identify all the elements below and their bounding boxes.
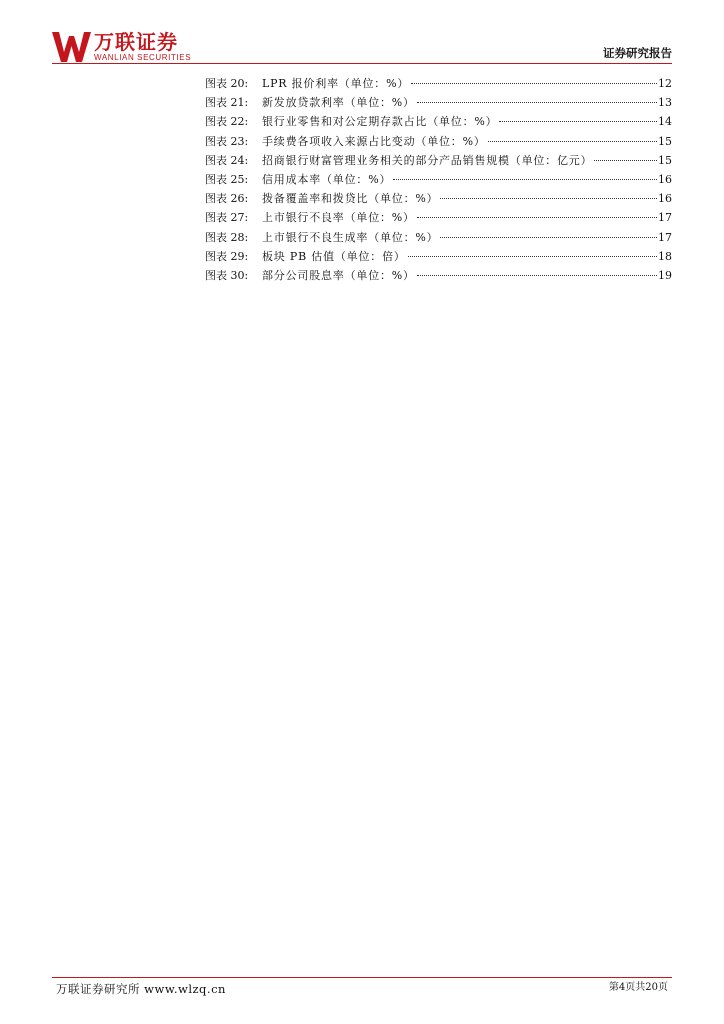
toc-figure-title[interactable]: 银行业零售和对公定期存款占比（单位：%） — [262, 115, 498, 129]
toc-figure-title[interactable]: 上市银行不良生成率（单位：%） — [262, 230, 439, 244]
toc-figure-label: 图表 21: — [205, 96, 249, 110]
page-header — [0, 0, 724, 66]
toc-entry[interactable] — [205, 247, 672, 266]
toc-entry[interactable] — [205, 93, 672, 112]
toc-entry[interactable] — [205, 132, 672, 151]
toc-figure-label: 图表 22: — [205, 115, 249, 129]
toc-page-number[interactable]: 19 — [658, 268, 672, 282]
header-divider — [52, 63, 672, 64]
toc-figure-title[interactable]: 信用成本率（单位：%） — [262, 172, 392, 186]
toc-figure-title[interactable]: LPR 报价利率（单位：%） — [262, 77, 410, 90]
toc-figure-label: 图表 28: — [205, 230, 249, 244]
toc-dot-leader — [488, 141, 657, 142]
toc-page-number[interactable]: 18 — [658, 249, 672, 263]
footer-source: 万联证券研究所 www.wlzq.cn — [56, 982, 226, 996]
toc-dot-leader — [417, 275, 657, 276]
toc-page-number[interactable]: 15 — [658, 153, 672, 167]
toc-figure-title[interactable]: 手续费各项收入来源占比变动（单位：%） — [262, 134, 486, 148]
figure-list — [205, 74, 672, 285]
logo-english-name: WANLIAN SECURITIES — [94, 53, 192, 62]
logo-chinese-name: 万联证券 — [94, 30, 178, 54]
toc-dot-leader — [499, 121, 657, 122]
toc-page-number[interactable]: 13 — [658, 96, 672, 110]
toc-figure-label: 图表 23: — [205, 134, 249, 148]
toc-entry[interactable] — [205, 170, 672, 189]
toc-figure-label: 图表 25: — [205, 172, 249, 186]
toc-dot-leader — [408, 256, 657, 257]
toc-page-number[interactable]: 17 — [658, 230, 672, 244]
toc-figure-title[interactable]: 招商银行财富管理业务相关的部分产品销售规模（单位：亿元） — [262, 153, 593, 167]
toc-entry[interactable] — [205, 208, 672, 227]
logo-w-icon — [52, 32, 92, 62]
toc-figure-title[interactable]: 上市银行不良率（单位：%） — [262, 211, 415, 225]
toc-entry[interactable] — [205, 112, 672, 131]
toc-dot-leader — [440, 237, 657, 238]
toc-dot-leader — [417, 217, 657, 218]
toc-page-number[interactable]: 15 — [658, 134, 672, 148]
toc-figure-label: 图表 29: — [205, 249, 249, 263]
company-logo — [52, 30, 192, 66]
toc-figure-label: 图表 27: — [205, 211, 249, 225]
toc-figure-title[interactable]: 部分公司股息率（单位：%） — [262, 268, 415, 282]
toc-entry[interactable] — [205, 266, 672, 285]
toc-figure-label: 图表 26: — [205, 192, 249, 206]
toc-page-number[interactable]: 14 — [658, 115, 672, 129]
toc-figure-title[interactable]: 拨备覆盖率和拨贷比（单位：%） — [262, 192, 439, 206]
toc-page-number[interactable]: 12 — [658, 77, 672, 90]
toc-entry[interactable] — [205, 228, 672, 247]
toc-page-number[interactable]: 16 — [658, 172, 672, 186]
toc-figure-label: 图表 30: — [205, 268, 249, 282]
footer-page-number: 第4页共20页 — [608, 982, 668, 993]
toc-dot-leader — [440, 198, 657, 199]
toc-figure-title[interactable]: 新发放贷款利率（单位：%） — [262, 96, 415, 110]
toc-entry[interactable] — [205, 151, 672, 170]
toc-dot-leader — [393, 179, 657, 180]
toc-dot-leader — [417, 102, 657, 103]
toc-page-number[interactable]: 17 — [658, 211, 672, 225]
toc-dot-leader — [594, 160, 657, 161]
toc-figure-label: 图表 20: — [205, 77, 249, 90]
toc-dot-leader — [411, 83, 657, 84]
toc-figure-title[interactable]: 板块 PB 估值（单位：倍） — [262, 249, 406, 263]
toc-entry[interactable] — [205, 74, 672, 93]
footer-divider — [52, 977, 672, 978]
toc-figure-label: 图表 24: — [205, 153, 249, 167]
report-type-label: 证券研究报告 — [603, 46, 672, 60]
toc-page-number[interactable]: 16 — [658, 192, 672, 206]
toc-entry[interactable] — [205, 189, 672, 208]
